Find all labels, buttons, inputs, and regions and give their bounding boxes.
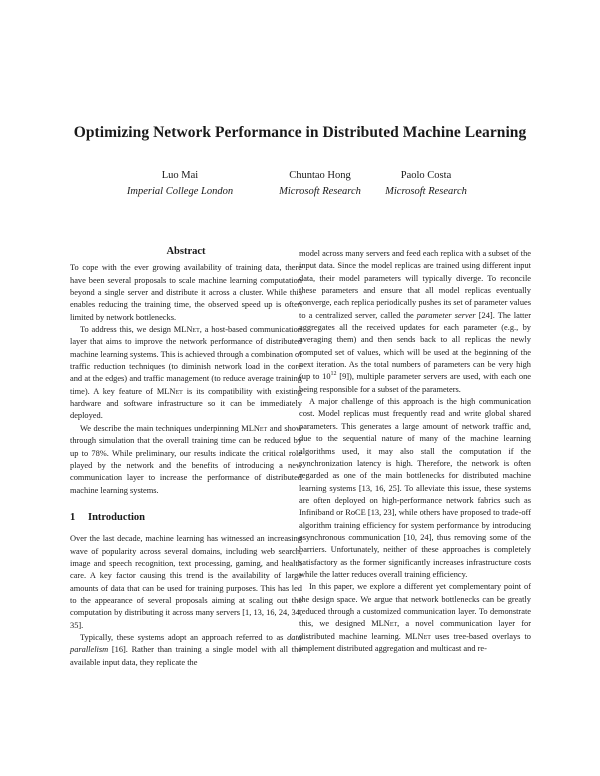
- author-affiliation: Microsoft Research: [385, 186, 467, 197]
- abstract-paragraph-3: We describe the main techniques underpinning MLNet and show through simulation that the overall training time can be reduced by up to 78%. While preliminary, our results indicate the critical role played by the network and the benefits of introducing a new communication layer to increase the performance of distributed machine learning systems.: [70, 423, 302, 495]
- abstract-heading: Abstract: [166, 246, 206, 257]
- intro-paragraph-1: Over the last decade, machine learning has witnessed an increasing wave of popularity across several domains, including web search, image and speech recognition, text processing, gaming, and health care. A key factor causing this trend is the availability of large amounts of data that can be used for training purposes. This has led to the appearance of several proposals aiming at scaling out the computation by distributing it across many servers [1, 13, 16, 24, 34, 35].: [70, 534, 302, 630]
- author-1: [100, 168, 260, 200]
- body-paragraph-2: A major challenge of this approach is the high communication cost. Model replicas must frequently read and write global shared parameters. This generates a large amount of network traffic and, due to the sequential nature of many of the machine learning algorithms used, it may also stall the computation if the synchronization latency is high. Therefore, the network is often regarded as one of the main bottlenecks for distributed machine learning systems [13, 16, 25]. To alleviate this issue, these systems are often deployed on high-performance network fabrics such as Infiniband or RoCE [13, 23], while others have proposed to trade-off algorithm training efficiency for system performance by introducing asynchronous communication [10, 24], thus removing some of the barriers. Unfortunately, neither of these approaches is completely satisfactory as the former significantly increases infrastructure costs while the latter reduces overall training efficiency.: [299, 397, 531, 579]
- intro-paragraph-2: Typically, these systems adopt an approach referred to as data parallelism [16]. Rather than training a single model with all the available input data, they replicate the: [70, 632, 302, 667]
- right-column: [299, 248, 531, 655]
- author-affiliation: Imperial College London: [126, 186, 234, 197]
- body-paragraph-3: In this paper, we explore a different yet complementary point of the design space. We argue that network bottlenecks can be greatly reduced through a customized communication layer. To demonstrate this, we designed MLNet, a novel communication layer for distributed machine learning. MLNet uses tree-based overlays to implement distributed aggregation and multicast and re-: [299, 582, 531, 653]
- author-name: Paolo Costa: [400, 170, 452, 181]
- body-paragraph-1: model across many servers and feed each replica with a subset of the input data. Since the model replicas are trained using different input data, their model parameters will typically diverge. To reconcile these parameters and ensure that all model replicas eventually converge, each replica periodically pushes its set of parameter values to a centralized server, called the parameter server [24]. The latter aggregates all the received updates for each parameter (e.g., by averaging them) and then sends back to all replicas the newly computed set of values, which will be used at the beginning of the next iteration. As the total numbers of parameters can be very high (up to $10^{12}$ [9]), multiple parameter servers are used, with each one being responsible for a subset of the parameters.: [299, 249, 531, 394]
- author-name: Chuntao Hong: [289, 170, 351, 181]
- paper-title: Optimizing Network Performance in Distributed Machine Learning: [73, 124, 527, 141]
- abstract-paragraph-2: To address this, we design MLNet, a host-based communication layer that aims to improve the network performance of distributed machine learning systems. This is achieved through a combination of traffic reduction techniques (to diminish network load in the core and at the edges) and traffic management (to reduce average training time). A key feature of MLNet is its compatibility with existing hardware and software infrastructure so it can be immediately deployed.: [70, 325, 302, 421]
- section-heading-introduction: 1 Introduction: [70, 511, 145, 523]
- author-3: [346, 168, 506, 200]
- abstract-paragraph-1: To cope with the ever growing availability of training data, there have been several proposals to scale machine learning computation beyond a single server and distribute it across a cluster. While this enables reducing the training time, the observed speed up is often limited by network bottlenecks.: [70, 263, 302, 322]
- author-name: Luo Mai: [161, 170, 199, 181]
- left-column: [70, 246, 302, 669]
- author-affiliation: Microsoft Research: [279, 186, 361, 197]
